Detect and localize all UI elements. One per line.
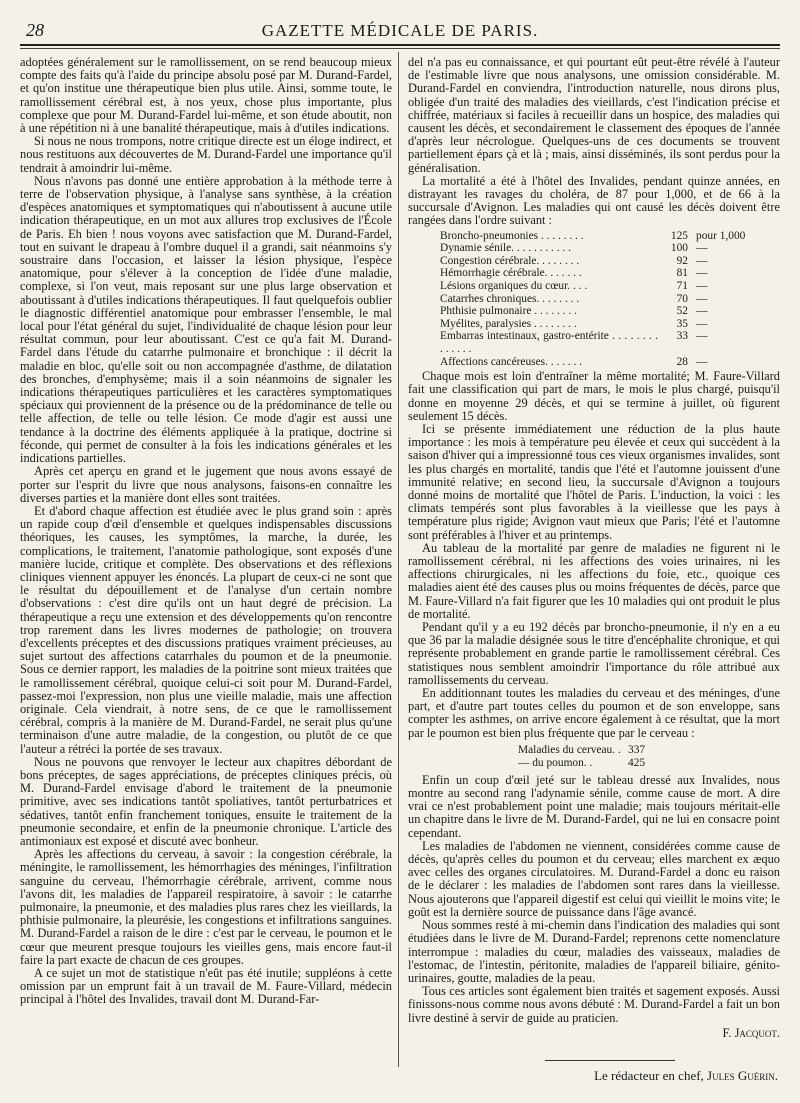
disease-label: Broncho-pneumonies . . . . . . . .	[440, 229, 584, 242]
rate-unit: —	[696, 305, 708, 318]
column-divider	[398, 52, 399, 1067]
organ-table	[518, 744, 780, 770]
table-row	[440, 230, 780, 243]
table-row	[440, 267, 780, 280]
disease-label: Dynamie sénile. . . . . . . . . . .	[440, 242, 571, 255]
rate-unit: —	[696, 242, 708, 255]
paragraph: Les maladies de l'abdomen ne viennent, considérées comme cause de décès, qu'après celles du poumon et du cerveau; elles marchent ex æquo avec celles des organes circulatoires. M. Durand-Fardel a donc eu raison de le déclarer : les maladies de l'abdomen sont rares dans la vieillesse. Nous ajouterons que l'appareil digestif est celui qui vieillit le moins vite; le goût est la dernière source de puissance dans l'âge avancé.	[408, 838, 780, 919]
paragraph: Nous sommes resté à mi-chemin dans l'indication des maladies qui sont étudiées dans le livre de M. Durand-Fardel; reprenons cette nomenclature interrompue : maladies du cœur, maladies des vaisseaux, maladies de l'estomac, de l'intestin, péritonite, maladies de l'appareil biliaire, génito-urinaires, goutte, maladies de la peau.	[408, 918, 780, 985]
organ-value: 425	[628, 756, 646, 769]
rate-value: 71	[676, 280, 688, 293]
table-row	[440, 305, 780, 318]
right-column	[408, 56, 780, 1040]
rate-unit: —	[696, 292, 708, 305]
paragraph: En additionnant toutes les maladies du cerveau et des méninges, d'une part, et d'autre part toutes celles du poumon et de son enveloppe, sans compter les asthmes, on arrive encore également à ce résultat, que la mort par le poumon est bien plus fréquente que par le cerveau :	[408, 686, 780, 740]
rate-unit: —	[696, 355, 708, 368]
journal-title: GAZETTE MÉDICALE DE PARIS.	[261, 21, 539, 40]
table-row	[440, 356, 780, 369]
disease-label: Myélites, paralysies . . . . . . . .	[440, 317, 577, 330]
rate-value: 52	[676, 305, 688, 318]
rate-value: 28	[676, 355, 688, 368]
page-number: 28	[26, 20, 44, 40]
table-row	[440, 255, 780, 268]
disease-label: Hémorrhagie cérébrale. . . . . . .	[440, 267, 582, 280]
rate-value: 92	[676, 254, 688, 267]
editor-line	[594, 1068, 778, 1084]
editor-prefix: Le rédacteur en chef,	[594, 1068, 704, 1083]
left-column	[20, 56, 392, 1007]
page-header	[20, 20, 780, 46]
paragraph: Enfin un coup d'œil jeté sur le tableau dressé aux Invalides, nous montre au second rang l'adynamie sénile, comme cause de mort. A dire vrai ce n'est probablement point une maladie; mais toujours méritait-elle un chapitre dans le livre de M. Durand-Fardel, qui ne lui en consacre point cependant.	[408, 772, 780, 840]
disease-label: Congestion cérébrale. . . . . . . .	[440, 254, 580, 267]
organ-value: 337	[628, 743, 646, 756]
paragraph: Ici se présente immédiatement une réduction de la plus haute importance : les mois à température peu élevée et ceux qui succèdent à la saison d'hiver qui a impressionné tous ces vieux organismes invalides, sont les plus chargés en mortalité, tandis que l'été et l'automne jouissent d'une immunité relative; en second lieu, la succursale d'Avignon a toujours donné moins de mortalité que l'hôtel de Paris. L'induction, la voici : les climats tempérés sont plus favorables à la vieillesse que les pays à température plus rigide; Avignon vaut mieux que Paris; l'été et l'automne sont préférables à l'hiver et au printemps.	[408, 421, 780, 542]
paragraph: Nous n'avons pas donné une entière approbation à la méthode terre à terre de l'observation physique, à l'analyse sans synthèse, à la création d'espèces anatomiques et symptomatiques qui n'aboutissent à aucune utile indication thérapeutique, en un mot aux allures trop exclusives de l'École de Paris. Eh bien ! nous voyons avec satisfaction que M. Durand-Fardel, tout en suivant le drapeau à l'ombre duquel il a grandi, sait néanmoins s'y soustraire dans l'occasion, et laisser la lésion physique, l'espèce anatomique, pour s'élever à la conception de l'idée d'une maladie, complexe, si l'on veut, mais reposant sur une plus large observation et aboutissant à d'utiles indications thérapeutiques. Il faut quelquefois oublier le diagnostic différentiel anatomique pour embrasser l'ensemble, le mal local pour l'état général du sujet, l'individualité de chaque lésion pour leur résultat commun, pour leur aboutissant. C'est ce qu'a fait M. Durand-Fardel dans l'étude du catarrhe pulmonaire et bronchique : il décrit la maladie en bloc, qu'elle soit ou non accompagnée d'asthme, de dilatation des bronches, d'emphysème; mais il a soin néanmoins de signaler les indications thérapeutiques particulières et les caractères symptomatiques spéciaux qui proviennent de la présence ou de la prédominance de telle ou telle affection, de telle ou telle lésion. Ce mode d'agir est aussi une tendance à la doctrine des éléments appliquée à la pratique, doctrine si féconde, qui permet de consulter à la fois les indications générales et les indications partielles.	[20, 173, 392, 466]
rate-unit: —	[696, 254, 708, 267]
table-row	[440, 242, 780, 255]
paragraph: Nous ne pouvons que renvoyer le lecteur aux chapitres débordant de bons préceptes, de sages appréciations, de préceptes cliniques précis, où M. Durand-Fardel envisage d'abord le traitement de la pneumonie primitive, avec ses indications tantôt spoliatives, tantôt perturbatrices et sédatives, tantôt enfin franchement toniques, ensuite le traitement de la pneumonie secondaire, et enfin de la pneumonie chronique. L'article des antimoniaux est exposé et discuté avec bonheur.	[20, 754, 392, 848]
table-row	[440, 293, 780, 306]
paragraph: A ce sujet un mot de statistique n'eût pas été inutile; suppléons à cette omission par un emprunt fait à un travail de M. Faure-Villard, médecin principal à l'hôtel des Invalides, travail dont M. Durand-Far-	[20, 966, 392, 1007]
rate-value: 35	[676, 317, 688, 330]
header-rule	[20, 48, 780, 49]
paragraph: del n'a pas eu connaissance, et qui pourtant eût peut-être révélé à l'auteur de l'estimable livre que nous analysons, une omission considérable. M. Durand-Fardel en conviendra, l'introduction naturelle, nous dirons plus, obligée d'un traité des maladies des vieillards, c'est l'indication précise et chiffrée, matériaux si faciles à recueillir dans un hospice, des maladies qui causent les décès, et secondairement le classement des époques de l'année d'après leur nécrologue. Quelques-uns de ces documents se trouvent partiellement épars çà et là ; mais, ainsi disséminés, ils sont perdus pour la généralisation.	[408, 55, 780, 175]
rate-unit: pour 1,000	[696, 229, 746, 242]
rate-unit: —	[696, 330, 708, 343]
paragraph: adoptées généralement sur le ramollissement, on se rend beaucoup mieux compte des faits qu'à l'aide du principe absolu posé par M. Durand-Fardel, et qu'on institue une thérapeutique bien plus utile. Ainsi, somme toute, le ramollissement cérébral est, à nos yeux, chose plus importante, plus complexe que pour M. Durand-Fardel lui-même, et son étude aboutit, non à une répétition ni à une banalité thérapeutique, mais à d'utiles indications.	[20, 55, 392, 136]
table-row	[518, 744, 780, 757]
table-row	[518, 757, 780, 770]
organ-label: Maladies du cerveau. .	[518, 743, 621, 756]
rate-value: 70	[676, 292, 688, 305]
rate-unit: —	[696, 280, 708, 293]
rate-unit: —	[696, 267, 708, 280]
paragraph: Si nous ne nous trompons, notre critique directe est un éloge indirect, et nous restituons aux découvertes de M. Durand-Fardel une importance qu'il tendrait à amoindrir lui-même.	[20, 134, 392, 175]
rate-value: 125	[670, 229, 688, 242]
paragraph: Après les affections du cerveau, à savoir : la congestion cérébrale, la méningite, le ramollissement, les hémorrhagies des méninges, l'infiltration sanguine du cerveau, l'hémorrhagie cérébrale, arrivent, comme nous l'avons dit, les maladies de l'appareil respiratoire, à savoir : le catarrhe pulmonaire, la pneumonie, et des maladies plus rares chez les vieillards, la phthisie pulmonaire, la pleurésie, les congestions et infiltrations sanguines. M. Durand-Fardel a raison de le dire : c'est par le cerveau, le poumon et le cœur que meurent presque toujours les vieilles gens, mais encore faut-il faire la part exacte de chacun de ces groupes.	[20, 847, 392, 967]
paragraph: Tous ces articles sont également bien traités et sagement exposés. Aussi finissons-nous comme nous avons débuté : M. Durand-Fardel a fait un bon livre destiné à servir de guide au praticien.	[408, 984, 780, 1025]
author-signature: F. Jacquot.	[722, 1025, 780, 1040]
rate-unit: —	[696, 317, 708, 330]
rate-value: 33	[676, 330, 688, 343]
paragraph: Au tableau de la mortalité par genre de maladies ne figurent ni le ramollissement cérébral, ni les affections des voies urinaires, ni les affections chirurgicales, ni les affections du foie, etc., quoique ces maladies aient été des causes plus ou moins fréquentes de décès, parce que M. Faure-Villard n'a fait figurer que les 10 maladies qui ont produit le plus de mortalité.	[408, 540, 780, 621]
table-row	[440, 330, 780, 355]
editor-name: Jules Guérin.	[707, 1068, 778, 1083]
disease-label: Phthisie pulmonaire . . . . . . . .	[440, 305, 577, 318]
mortality-table	[440, 230, 780, 369]
paragraph: Après cet aperçu en grand et le jugement que nous avons essayé de porter sur l'esprit du livre que nous analysons, faisons-en connaître les diverses parties et la manière dont elles sont traitées.	[20, 464, 392, 505]
organ-label: — du poumon. .	[518, 756, 593, 769]
disease-label: Affections cancéreuses. . . . . . .	[440, 355, 583, 368]
disease-label: Catarrhes chroniques. . . . . . . .	[440, 292, 580, 305]
paragraph: Chaque mois est loin d'entraîner la même mortalité; M. Faure-Villard fait une classification qui part de mars, le mois le plus chargé, puisqu'il donne en moyenne 29 décès, et qui se termine à juillet, où figurent seulement 15 décès.	[408, 369, 780, 423]
paragraph: Et d'abord chaque affection est étudiée avec le plus grand soin : après un rapide coup d'œil d'ensemble et quelques indispensables discussions théoriques, les causes, les symptômes, la marche, la durée, les complications, le traitement, l'anatomie pathologique, sont exposés d'une manière lucide, critique et complète. Des observations et des réflexions cliniques viennent appuyer les énoncés. La plupart de ceux-ci ne sont que le résultat du dépouillement et de l'analyse d'un certain nombre d'observations : c'est dire qu'ils ont un haut degré de précision. La thérapeutique a reçu une extension et des développements qu'on rencontre trop rarement dans les livres modernes de pathologie; on trouvera d'excellents préceptes et des discussions pratiques vraiment précieuses, au sujet surtout des affections catarrhales du poumon et de la pneumonie. Sous ce dernier rapport, les maladies de la poitrine sont mieux traitées que le ramollissement cérébral, quoique celui-ci soit pour M. Durand-Fardel, passez-moi l'expression, non plus une vieille maladie, mais une affection originale. Cela viendrait, à notre sens, de ce que le ramollissement cérébral, compris à la manière de M. Durand-Fardel, ne serait plus qu'une terminaison d'une autre maladie, de la congestion, ou plutôt de ce que l'auteur a rétréci la portée de ses travaux.	[20, 503, 392, 756]
table-row	[440, 318, 780, 331]
disease-label: Embarras intestinaux, gastro-entérite . . . . . . . . . . . . . .	[440, 330, 658, 355]
footer-rule	[545, 1060, 675, 1061]
rate-value: 81	[676, 267, 688, 280]
paragraph: Pendant qu'il y a eu 192 décès par broncho-pneumonie, il n'y en a eu que 36 par la maladie désignée sous le titre d'encéphalite chronique, et qui représente probablement en grande partie le ramollissement cérébral. Ces statistiques nous semblent amoindrir l'importance du rôle attribué aux ramollissements du cerveau.	[408, 620, 780, 687]
disease-label: Lésions organiques du cœur. . . .	[440, 280, 588, 293]
paragraph: La mortalité a été à l'hôtel des Invalides, pendant quinze années, en distrayant les ravages du choléra, de 87 pour 1,000, et de 66 à la succursale d'Avignon. Les maladies qui ont causé les décès doivent être rangées dans l'ordre suivant :	[408, 173, 780, 228]
rate-value: 100	[670, 242, 688, 255]
table-row	[440, 280, 780, 293]
